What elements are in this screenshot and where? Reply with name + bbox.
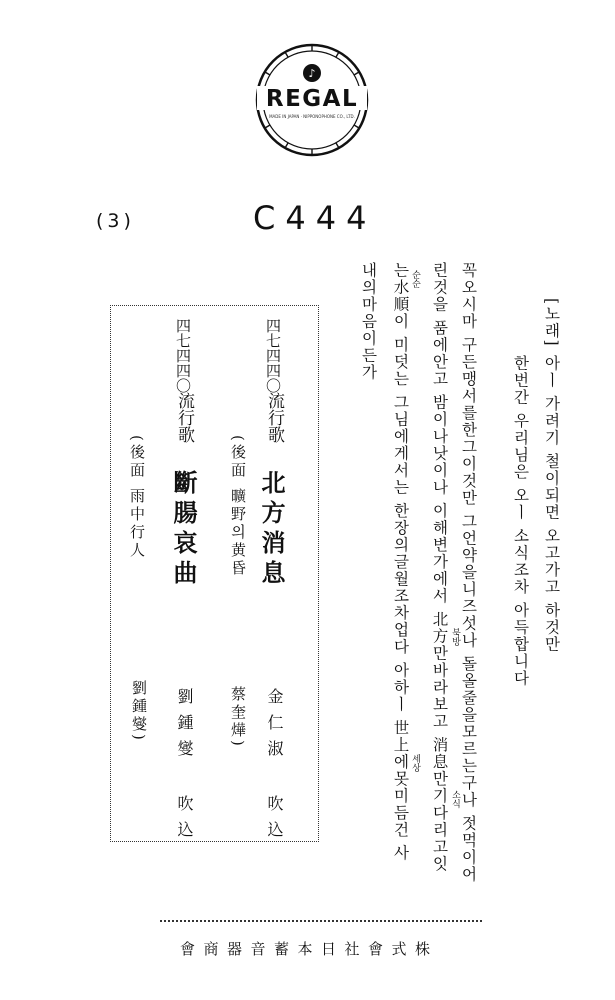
song-1-genre: 流行歌 xyxy=(264,392,284,443)
ruby-sosik: 소식 xyxy=(450,790,460,808)
song-1-composer-note: (後面 曠野의黄昏 xyxy=(229,435,247,578)
song-1-singer: 金仁淑 xyxy=(265,688,284,766)
ruby-sunsun: 순순 xyxy=(410,270,420,288)
lyrics-line-4: 린것을 품에안고 밤이나낫이나 이해변가에서 北方만바라보고 消息만기다리고잇 xyxy=(430,262,449,873)
ruby-bukbang: 북방 xyxy=(450,628,460,646)
lyrics-line-6: 내의마음이든가 xyxy=(359,262,378,381)
regal-logo xyxy=(253,42,371,158)
song-2-title: 斷腸哀曲 xyxy=(169,470,198,590)
logo-tagline: MADE IN JAPAN · NIPPONOPHONE CO., LTD. xyxy=(269,114,355,119)
catalog-number: C444 xyxy=(253,199,377,237)
page-number: (3) xyxy=(96,210,135,232)
footer-rule xyxy=(160,920,482,922)
song-2-recording: 吹込 xyxy=(175,795,194,847)
song-2-singer: 劉鍾燮 xyxy=(175,688,194,766)
song-1-title: 北方消息 xyxy=(257,470,286,590)
lyrics-tag: [노래] xyxy=(542,298,561,348)
publisher-footer: 會商器音蓄本日社會式株 xyxy=(180,940,439,958)
ruby-sesang: 세상 xyxy=(410,754,420,772)
song-1-composer: 蔡奎燁) xyxy=(229,686,247,749)
song-2-note-singer: 劉鍾燮) xyxy=(130,680,148,743)
lyrics-line-3: 꼭오시마 구든맹서를한그이것만 그언약을니즈섯나 돌올줄을모르는구나 젓먹이어 xyxy=(459,262,478,883)
logo-emblem-icon: ♪ xyxy=(308,67,316,80)
lyrics-line-1: 아ㅣ 가려기 철이되면 오고가고 하것만 xyxy=(542,355,561,653)
song-2-genre: 流行歌 xyxy=(174,392,194,443)
song-1-recording: 吹込 xyxy=(265,795,284,847)
logo-brand: REGAL xyxy=(265,86,359,112)
song-2-id: 四七四四〇 xyxy=(174,318,192,393)
song-1-id: 四七四四〇 xyxy=(264,318,282,393)
song-listing-box xyxy=(110,305,319,842)
lyrics-line-5: 는水順이 미덧는 그님에게서는 한장의글월조차업다 아하ㅣ 世上에못미듬건 사 xyxy=(391,262,410,862)
lyrics-line-2: 한번간 우리님은 오ㅣ 소식조차 아득합니다 xyxy=(511,355,530,687)
song-2-note: (後面 雨中行人 xyxy=(128,435,146,560)
